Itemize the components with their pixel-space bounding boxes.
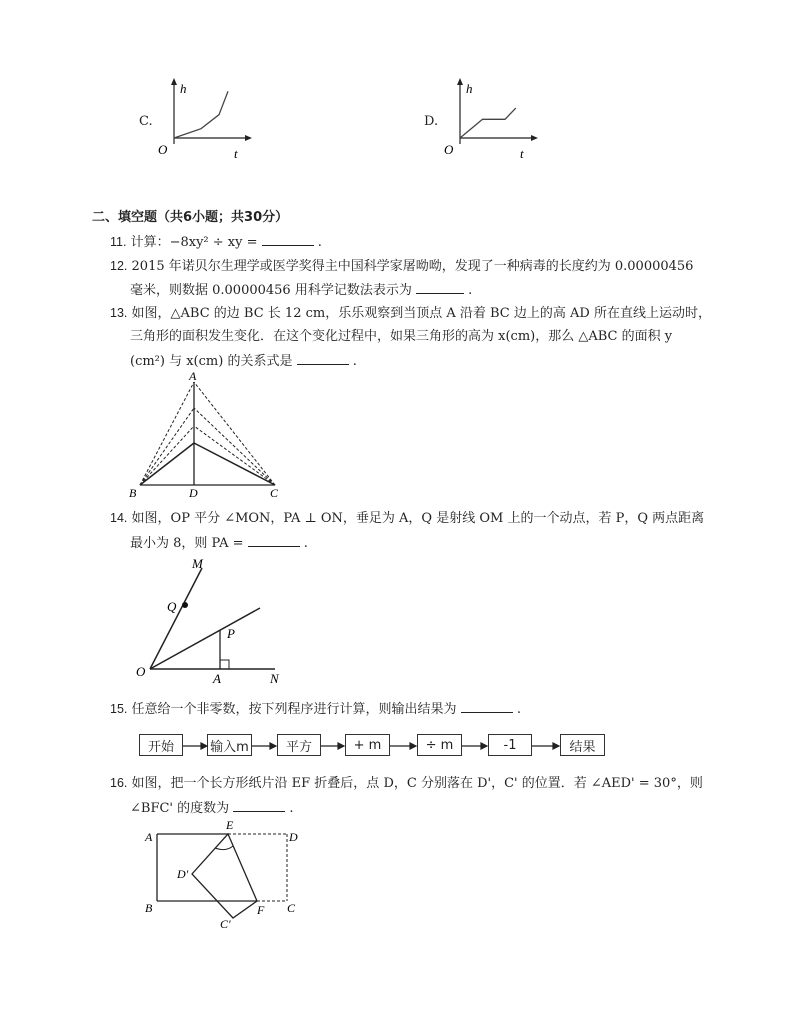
q15-line bbox=[110, 698, 521, 720]
option-d-h-arrow bbox=[457, 78, 463, 85]
flow-arrowhead bbox=[481, 743, 487, 749]
section-title: 二、填空题（共6小题；共30分） bbox=[92, 210, 289, 225]
q12-line2 bbox=[130, 279, 472, 301]
flow-arrowhead bbox=[410, 743, 416, 749]
q12-line1 bbox=[110, 256, 693, 277]
option-c-label: C. bbox=[139, 114, 153, 129]
q12-text-line1: 2015 年诺贝尔生理学或医学奖得主中国科学家屠呦呦，发现了一种病毒的长度约为 0.00000456 bbox=[131, 259, 694, 274]
q12-text-line2: 毫米，则数据 0.00000456 用科学记数法表示为 bbox=[130, 283, 412, 298]
q13-solid-side bbox=[194, 443, 275, 485]
flow-arrows bbox=[180, 735, 570, 757]
option-d-t-arrow bbox=[531, 135, 538, 141]
q14-answer-blank[interactable] bbox=[248, 532, 300, 547]
q16-number: 16. bbox=[110, 776, 128, 790]
q13-label-d: D bbox=[189, 486, 198, 500]
q13-line1 bbox=[110, 303, 711, 324]
option-c-origin: O bbox=[158, 142, 168, 157]
q11-text: 计算：−8xy² ÷ xy = bbox=[130, 235, 258, 250]
option-c-t-label: t bbox=[234, 146, 238, 161]
option-c-t-arrow bbox=[245, 135, 252, 141]
q15-text: 任意给一个非零数，按下列程序进行计算，则输出结果为 bbox=[131, 702, 457, 717]
q16-folded-flap bbox=[192, 834, 257, 918]
q13-label-c: C bbox=[270, 486, 279, 500]
q14-label-o: O bbox=[136, 664, 146, 679]
q11 bbox=[110, 231, 322, 253]
q16-tail: . bbox=[289, 801, 294, 816]
q16-label-b: B bbox=[145, 901, 153, 915]
flow-arrowhead bbox=[201, 743, 207, 749]
q16-text-line2: ∠BFC' 的度数为 bbox=[130, 801, 230, 816]
q11-answer-blank[interactable] bbox=[262, 231, 314, 246]
q13-line2 bbox=[130, 327, 672, 347]
q14-line2 bbox=[130, 532, 308, 554]
flow-arrowhead bbox=[553, 743, 559, 749]
q14-label-a: A bbox=[213, 671, 221, 686]
q14-figure bbox=[128, 552, 298, 687]
flow-step-result: 结果 bbox=[560, 734, 605, 756]
option-d-graph bbox=[436, 72, 546, 167]
flow-arrowhead bbox=[270, 743, 276, 749]
flow-step-input: 输入m bbox=[207, 734, 252, 756]
q13-dashed-side bbox=[140, 382, 194, 485]
q13-figure bbox=[125, 368, 295, 502]
q15-number: 15. bbox=[110, 702, 128, 716]
option-c-series-line bbox=[174, 91, 228, 138]
flow-step-divide-m: ÷ m bbox=[417, 734, 462, 756]
q16-label-d: D bbox=[289, 830, 298, 844]
q13-dashed-side bbox=[194, 382, 275, 485]
q16-angle-arc bbox=[215, 846, 233, 850]
q15-tail: . bbox=[516, 702, 521, 717]
q13-dashed-side bbox=[194, 426, 275, 485]
q15-answer-blank[interactable] bbox=[461, 698, 513, 713]
option-d-h-label: h bbox=[466, 81, 473, 96]
q11-number: 11. bbox=[110, 235, 127, 249]
flow-step-start: 开始 bbox=[139, 734, 183, 756]
flow-step-minus-one: -1 bbox=[488, 734, 532, 756]
q14-right-angle-mark bbox=[220, 660, 229, 669]
q14-point-q bbox=[182, 602, 188, 608]
option-d-t-label: t bbox=[520, 146, 524, 161]
q16-label-d-prime: D' bbox=[177, 867, 189, 881]
option-d-label: D. bbox=[424, 114, 439, 129]
q14-label-m: M bbox=[192, 556, 203, 571]
option-c-h-arrow bbox=[171, 78, 177, 85]
option-d-origin: O bbox=[444, 142, 454, 157]
q14-line1 bbox=[110, 508, 704, 529]
q14-text-line1: 如图，OP 平分 ∠MON，PA ⊥ ON，垂足为 A，Q 是射线 OM 上的一个动点，若 P，Q 两点距离 bbox=[131, 511, 705, 526]
q13-text-line1: 如图，△ABC 的边 BC 长 12 cm，乐乐观察到当顶点 A 沿着 BC 边上的高 AD 所在直线上运动时， bbox=[131, 306, 711, 321]
q14-label-p: P bbox=[227, 626, 235, 641]
q14-text-line2: 最小为 8，则 PA = bbox=[130, 536, 244, 551]
flow-step-square: 平方 bbox=[277, 734, 321, 756]
option-c-graph bbox=[150, 72, 260, 167]
q13-dashed-side bbox=[194, 408, 275, 485]
q13-tail: . bbox=[352, 354, 357, 369]
q16-answer-blank[interactable] bbox=[233, 797, 285, 812]
option-c-h-label: h bbox=[180, 81, 187, 96]
q13-text-line3: (cm²) 与 x(cm) 的关系式是 bbox=[130, 354, 293, 369]
q12-tail: . bbox=[468, 283, 473, 298]
option-d-series-line bbox=[460, 108, 516, 138]
q13-label-a: A bbox=[189, 369, 197, 383]
q16-line1 bbox=[110, 773, 703, 794]
q16-label-a: A bbox=[145, 830, 153, 844]
q12-answer-blank[interactable] bbox=[416, 279, 464, 294]
q16-label-f: F bbox=[257, 903, 265, 917]
q14-label-n: N bbox=[270, 671, 279, 686]
q16-label-e: E bbox=[226, 818, 234, 832]
q13-solid-side bbox=[140, 443, 194, 485]
flow-arrowhead bbox=[338, 743, 344, 749]
q14-number: 14. bbox=[110, 511, 128, 525]
q16-label-c-prime: C' bbox=[220, 917, 231, 931]
q12-number: 12. bbox=[110, 259, 128, 273]
q13-label-b: B bbox=[129, 486, 137, 500]
q13-dashed-side bbox=[140, 426, 194, 485]
q16-text-line1: 如图，把一个长方形纸片沿 EF 折叠后，点 D，C 分别落在 D'，C' 的位置．若 ∠AED' = 30°，则 bbox=[131, 776, 703, 791]
q16-label-c: C bbox=[287, 901, 296, 915]
q16-figure bbox=[140, 815, 310, 935]
q13-text-line2: 三角形的面积发生变化．在这个变化过程中，如果三角形的高为 x(cm)，那么 △ABC 的面积 y bbox=[130, 329, 673, 344]
q13-answer-blank[interactable] bbox=[297, 350, 349, 365]
q11-tail: . bbox=[317, 235, 322, 250]
q14-label-q: Q bbox=[167, 599, 177, 614]
q14-tail: . bbox=[303, 536, 308, 551]
q13-dashed-side bbox=[140, 408, 194, 485]
flow-step-add-m: + m bbox=[345, 734, 390, 756]
q13-number: 13. bbox=[110, 306, 128, 320]
